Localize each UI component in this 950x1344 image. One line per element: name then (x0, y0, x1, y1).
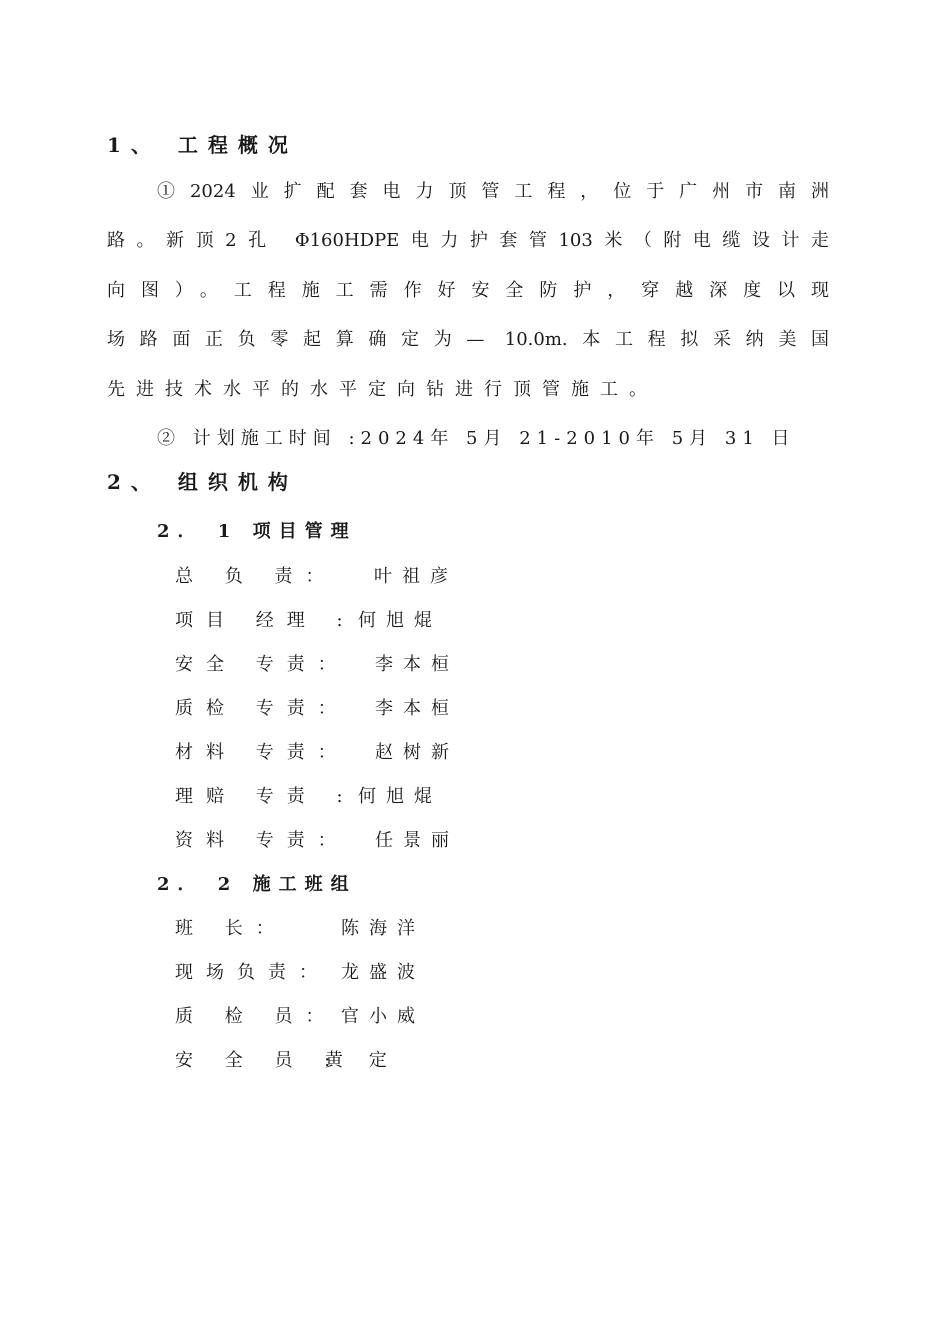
staff-role: 总 负 责： (175, 566, 337, 587)
team-role: 班 长： (175, 918, 287, 939)
staff-name: 任景丽 (375, 830, 459, 851)
staff-name: 赵树新 (375, 742, 459, 763)
team-name: 官小威 (341, 1006, 425, 1027)
team-name: 陈海洋 (341, 918, 425, 939)
staff-name: 何旭焜 (358, 610, 442, 631)
team-role: 现场负责： (175, 962, 330, 983)
staff-role: 质检 专责： (175, 698, 349, 719)
overview-paragraph-line: 场路面正负零起算确定为— 10.0m.本工程拟采纳美国 (107, 329, 829, 350)
team-name: 黄 定 (325, 1050, 397, 1071)
overview-paragraph-line: ①2024业扩配套电力顶管工程，位于广州市南洲 (157, 181, 829, 202)
overview-paragraph-line: 先进技术水平的水平定向钻进行顶管施工。 (107, 379, 658, 400)
team-name: 龙盛波 (341, 962, 425, 983)
staff-name: 李本桓 (375, 654, 459, 675)
overview-paragraph-line: 向图）。工程施工需作好安全防护，穿越深度以现 (107, 280, 829, 301)
team-role: 安 全 员 : (175, 1050, 344, 1071)
team-role: 质 检 员： (175, 1006, 337, 1027)
staff-role: 安全 专责： (175, 654, 349, 675)
staff-name: 李本桓 (375, 698, 459, 719)
staff-role: 项目 经理 : (175, 610, 356, 631)
staff-role: 资料 专责： (175, 830, 349, 851)
staff-role: 理赔 专责 : (175, 786, 356, 807)
staff-name: 叶祖彦 (374, 566, 458, 587)
section-heading-organization: 2、 组织机构 (107, 470, 298, 494)
overview-paragraph-line: 路。新顶2孔 Φ160HDPE电力护套管103米（附电缆设计走 (107, 230, 829, 251)
staff-role: 材料 专责： (175, 742, 349, 763)
plan-time-line: ② 计划施工时间 :2024年 5月 21-2010年 5月 31 日 (157, 428, 796, 449)
subheading-construction-team: 2． 2 施工班组 (157, 874, 357, 895)
staff-name: 何旭焜 (358, 786, 442, 807)
subheading-project-management: 2． 1 项目管理 (157, 521, 357, 542)
section-heading-overview: 1、 工程概况 (107, 133, 298, 157)
